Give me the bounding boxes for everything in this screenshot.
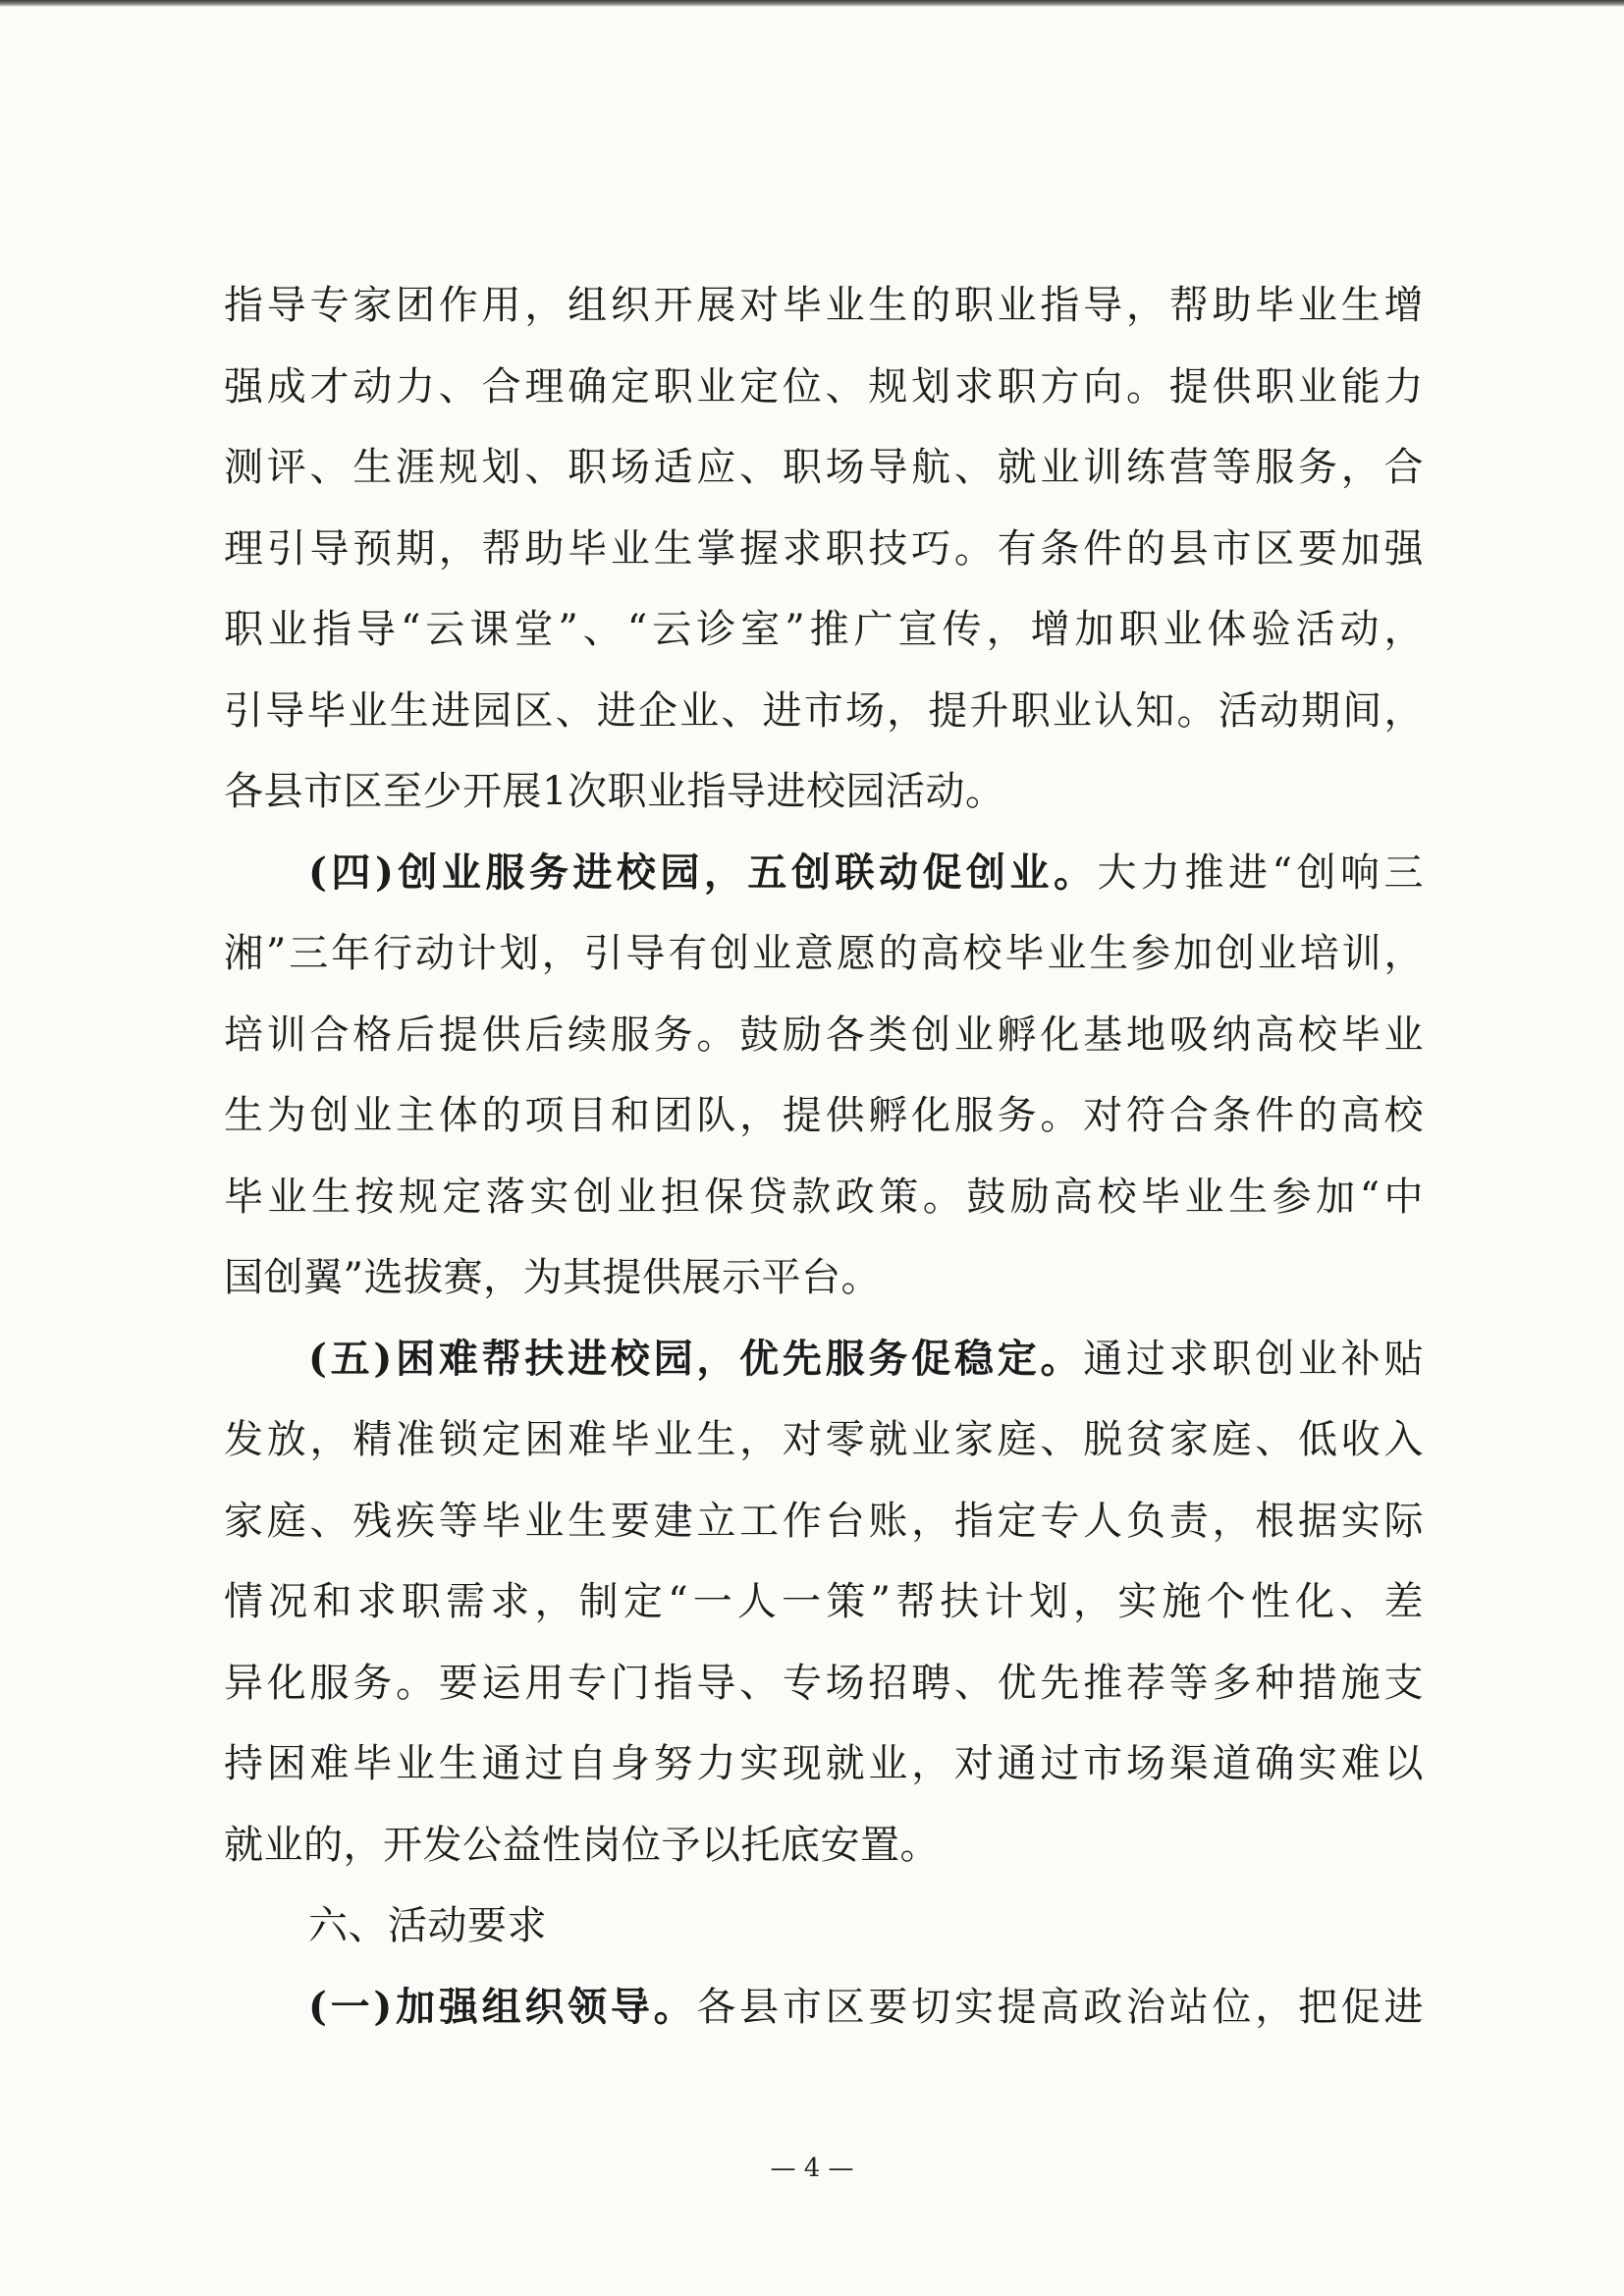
section-heading: (一)加强组织领导。 xyxy=(308,1983,697,2030)
body-text: 各县市区要切实提高政治站位，把促进 xyxy=(696,1984,1424,2030)
body-text: 异化服务。要运用专门指导、专场招聘、优先推荐等多种措施支 xyxy=(224,1660,1424,1706)
body-text: 职业指导“云课堂”、“云诊室”推广宣传，增加职业体验活动， xyxy=(224,607,1424,652)
body-text: 通过求职创业补贴 xyxy=(1083,1336,1425,1382)
text-line-l20 xyxy=(224,1805,1424,1886)
text-line-l12 xyxy=(224,1157,1424,1238)
text-line-l22 xyxy=(224,1967,1424,2049)
body-text: 各县市区至少开展1次职业指导进校园活动。 xyxy=(224,769,1005,814)
body-text: 理引导预期，帮助毕业生掌握求职技巧。有条件的县市区要加强 xyxy=(224,525,1424,572)
text-line-l03 xyxy=(224,427,1424,509)
text-line-l05 xyxy=(224,589,1424,671)
text-line-l18 xyxy=(224,1643,1424,1724)
text-line-l19 xyxy=(224,1723,1424,1805)
text-line-l17 xyxy=(224,1561,1424,1643)
text-line-l16 xyxy=(224,1481,1424,1562)
body-text: 大力推进“创响三 xyxy=(1097,849,1424,896)
text-line-l10 xyxy=(224,995,1424,1076)
body-text: 指导专家团作用，组织开展对毕业生的职业指导，帮助毕业生增 xyxy=(224,283,1424,328)
text-line-l21 xyxy=(224,1886,1424,1967)
scan-top-edge xyxy=(0,0,1624,7)
text-line-l15 xyxy=(224,1399,1424,1481)
text-line-l01 xyxy=(224,265,1424,347)
text-line-l06 xyxy=(224,671,1424,752)
page-number: — 4 — xyxy=(770,2154,854,2183)
body-text: 六、活动要求 xyxy=(308,1903,547,1948)
text-line-l02 xyxy=(224,347,1424,428)
body-text: 就业的，开发公益性岗位予以托底安置。 xyxy=(224,1822,940,1868)
body-text: 培训合格后提供后续服务。鼓励各类创业孵化基地吸纳高校毕业 xyxy=(224,1011,1424,1058)
text-line-l11 xyxy=(224,1075,1424,1157)
document-body xyxy=(224,265,1424,2048)
body-text: 国创翼”选拔赛，为其提供展示平台。 xyxy=(224,1255,881,1300)
section-heading: (五)困难帮扶进校园，优先服务促稳定。 xyxy=(308,1335,1084,1382)
text-line-l09 xyxy=(224,913,1424,995)
body-text: 引导毕业生进园区、进企业、进市场，提升职业认知。活动期间， xyxy=(224,687,1424,734)
body-text: 毕业生按规定落实创业担保贷款政策。鼓励高校毕业生参加“中 xyxy=(224,1174,1424,1220)
body-text: 家庭、残疾等毕业生要建立工作台账，指定专人负责，根据实际 xyxy=(224,1498,1424,1544)
text-line-l04 xyxy=(224,509,1424,590)
body-text: 情况和求职需求，制定“一人一策”帮扶计划，实施个性化、差 xyxy=(224,1579,1424,1624)
text-line-l14 xyxy=(224,1319,1424,1400)
text-line-l13 xyxy=(224,1237,1424,1319)
text-line-l08 xyxy=(224,833,1424,914)
text-line-l07 xyxy=(224,751,1424,833)
body-text: 发放，精准锁定困难毕业生，对零就业家庭、脱贫家庭、低收入 xyxy=(224,1417,1424,1462)
body-text: 测评、生涯规划、职场适应、职场导航、就业训练营等服务，合 xyxy=(224,445,1424,490)
body-text: 生为创业主体的项目和团队，提供孵化服务。对符合条件的高校 xyxy=(224,1093,1424,1138)
body-text: 持困难毕业生通过自身努力实现就业，对通过市场渠道确实难以 xyxy=(224,1741,1424,1786)
section-heading: (四)创业服务进校园，五创联动促创业。 xyxy=(308,848,1098,896)
body-text: 湘”三年行动计划，引导有创业意愿的高校毕业生参加创业培训， xyxy=(224,931,1424,976)
body-text: 强成才动力、合理确定职业定位、规划求职方向。提供职业能力 xyxy=(224,363,1424,410)
